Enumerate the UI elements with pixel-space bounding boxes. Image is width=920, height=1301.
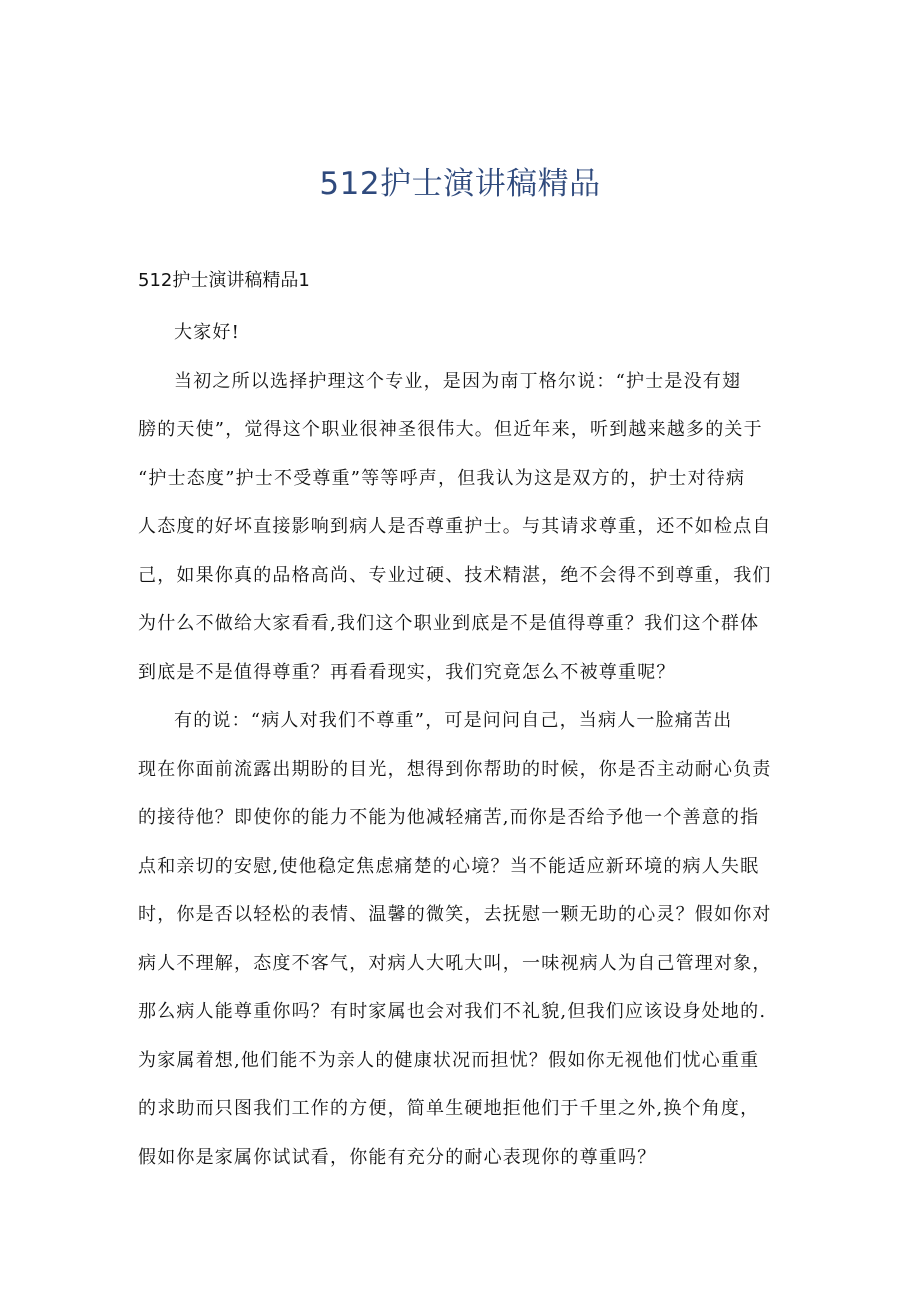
- paragraph-1-line: 到底是不是值得尊重？再看看现实，我们究竟怎么不被尊重呢？: [138, 661, 676, 683]
- paragraph-1-line: 膀的天使”，觉得这个职业很神圣很伟大。但近年来，听到越来越多的关于: [138, 419, 763, 440]
- paragraph-1-line: 人态度的好坏直接影响到病人是否尊重护士。与其请求尊重，还不如检点自: [138, 516, 772, 537]
- section-heading: 512护士演讲稿精品1: [138, 270, 310, 291]
- paragraph-2-line: 点和亲切的安慰,使他稳定焦虑痛楚的心境？当不能适应新环境的病人失眠: [138, 855, 760, 877]
- paragraph-2-line: 的求助而只图我们工作的方便，简单生硬地拒他们于千里之外,换个角度，: [138, 1098, 760, 1119]
- paragraph-2-line: 现在你面前流露出期盼的目光，想得到你帮助的时候，你是否主动耐心负责: [138, 758, 772, 780]
- paragraph-2-line: 时，你是否以轻松的表情、温馨的微笑，去抚慰一颗无助的心灵？假如你对: [138, 904, 772, 925]
- paragraph-2-line: 假如你是家属你试试看，你能有充分的耐心表现你的尊重吗？: [138, 1146, 657, 1168]
- paragraph-1: [138, 358, 798, 698]
- paragraph-1-line: 当初之所以选择护理这个专业，是因为南丁格尔说：“护士是没有翅: [174, 370, 742, 392]
- paragraph-2-line: 为家属着想,他们能不为亲人的健康状况而担忧？假如你无视他们忧心重重: [138, 1049, 760, 1071]
- paragraph-2-line: 病人不理解，态度不客气，对病人大吼大叫，一味视病人为自己管理对象，: [138, 952, 772, 974]
- paragraph-2-line: 的接待他？即使你的能力不能为他减轻痛苦,而你是否给予他一个善意的指: [138, 807, 760, 828]
- paragraph-2: [138, 697, 798, 1182]
- paragraph-2-line: 那么病人能尊重你吗？有时家属也会对我们不礼貌,但我们应该设身处地的.: [138, 1001, 767, 1022]
- paragraph-1-line: 为什么不做给大家看看,我们这个职业到底是不是值得尊重？我们这个群体: [138, 613, 760, 634]
- document-title: 512护士演讲稿精品: [319, 166, 601, 202]
- paragraph-1-line: 己，如果你真的品格高尚、专业过硬、技术精湛，绝不会得不到尊重，我们: [138, 564, 772, 586]
- document-body: [138, 309, 798, 1182]
- greeting-paragraph: 大家好!: [174, 322, 241, 343]
- paragraph-1-line: “护士态度”护士不受尊重”等等呼声，但我认为这是双方的，护士对待病: [138, 467, 746, 489]
- paragraph-2-line: 有的说：“病人对我们不尊重”，可是问问自己，当病人一脸痛苦出: [174, 710, 733, 731]
